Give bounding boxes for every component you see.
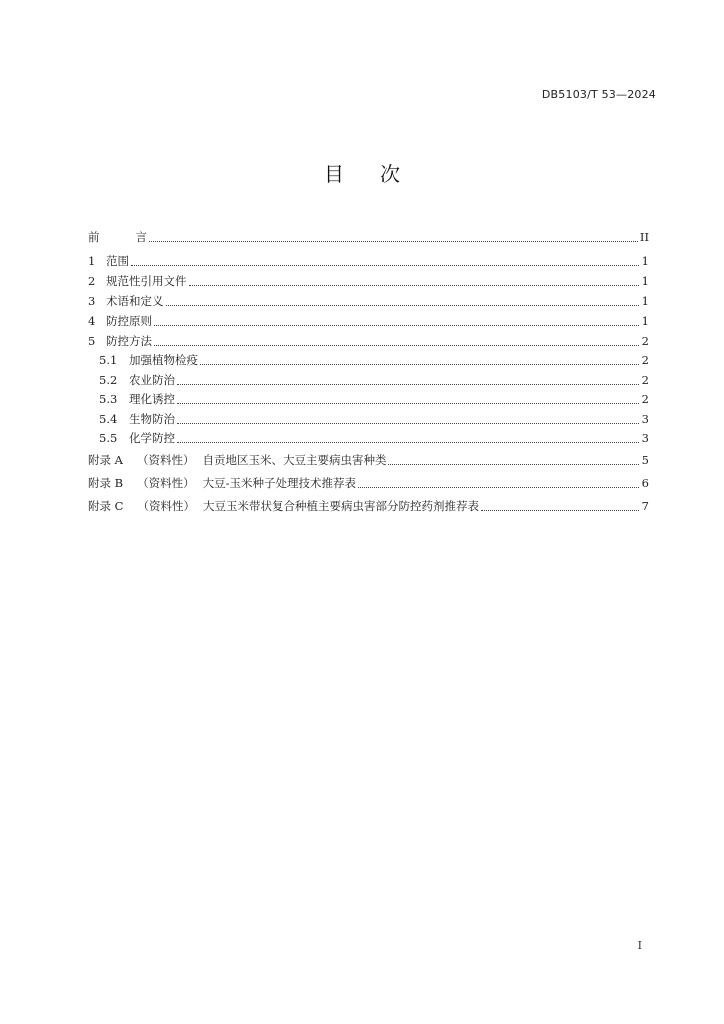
toc-entry-number: 3 [88, 294, 96, 308]
dot-leader [177, 442, 639, 443]
dot-leader [200, 364, 639, 365]
toc-entry-subsection[interactable] [88, 371, 649, 391]
dot-leader [388, 464, 639, 465]
page-title [0, 158, 724, 187]
toc-entry-preface[interactable] [88, 227, 649, 247]
toc-entry-number: 4 [88, 314, 96, 328]
toc-entry-subsection[interactable] [88, 390, 649, 410]
toc-entry-page: 1 [641, 274, 649, 288]
toc-entry-annex[interactable] [88, 472, 649, 495]
annex-tag: 附录 C [88, 498, 124, 513]
toc-entry-page: 1 [641, 254, 649, 268]
annex-type: （资料性） [137, 475, 195, 490]
toc-entry-annex[interactable] [88, 495, 649, 518]
dot-leader [481, 510, 639, 511]
toc-entry-number: 1 [88, 254, 96, 268]
dot-leader [177, 423, 639, 424]
toc-entry-subsection[interactable] [88, 351, 649, 371]
toc-entry-page: 5 [641, 452, 649, 467]
toc-entry-label: 生物防治 [129, 411, 175, 426]
dot-leader [149, 241, 638, 242]
toc-entry-page: 3 [641, 431, 649, 445]
toc-entry-subsection[interactable] [88, 429, 649, 449]
dot-leader [177, 403, 639, 404]
dot-leader [166, 305, 640, 306]
dot-leader [154, 325, 639, 326]
toc-entry-page: 2 [641, 392, 649, 406]
toc-entry-label: 大豆-玉米种子处理技术推荐表 [202, 475, 356, 490]
annex-tag: 附录 B [88, 475, 124, 490]
toc-entry-page: 2 [641, 353, 649, 367]
toc-entry-section[interactable] [88, 311, 649, 331]
toc-entry-section[interactable] [88, 271, 649, 291]
table-of-contents [88, 227, 649, 518]
toc-entry-subsection[interactable] [88, 410, 649, 430]
toc-entry-number: 5 [88, 334, 96, 348]
toc-entry-number: 2 [88, 274, 96, 288]
annex-type: （资料性） [137, 498, 195, 513]
toc-entry-label: 前 言 [88, 230, 147, 244]
toc-entry-page: 1 [641, 294, 649, 308]
annex-type: （资料性） [136, 452, 195, 467]
toc-entry-section[interactable] [88, 291, 649, 311]
annex-tag: 附录 A [88, 452, 123, 467]
toc-entry-annex[interactable] [88, 449, 649, 472]
toc-entry-section[interactable] [88, 251, 649, 271]
toc-entry-label: 大豆玉米带状复合种植主要病虫害部分防控药剂推荐表 [202, 498, 479, 513]
toc-entry-label: 农业防治 [129, 372, 175, 387]
toc-entry-page: 7 [641, 498, 649, 513]
page-number: I [637, 939, 642, 952]
toc-entry-label: 术语和定义 [106, 294, 164, 308]
toc-entry-section[interactable] [88, 331, 649, 351]
dot-leader [358, 487, 639, 488]
toc-entry-number: 5.4 [99, 411, 118, 426]
toc-entry-label: 范围 [106, 254, 129, 268]
toc-entry-number: 5.5 [99, 431, 118, 445]
toc-entry-label: 自贡地区玉米、大豆主要病虫害种类 [202, 452, 387, 467]
title-char-2: 次 [380, 162, 400, 186]
toc-entry-label: 规范性引用文件 [106, 274, 187, 288]
dot-leader [177, 384, 639, 385]
toc-entry-number: 5.2 [99, 372, 118, 387]
toc-entry-label: 防控原则 [106, 314, 152, 328]
dot-leader [189, 285, 640, 286]
dot-leader [131, 265, 639, 266]
toc-entry-page: 2 [641, 372, 649, 387]
toc-entry-page: II [639, 230, 649, 244]
toc-entry-page: 3 [641, 411, 649, 426]
toc-entry-number: 5.3 [99, 392, 118, 406]
toc-entry-page: 1 [641, 314, 649, 328]
title-char-1: 目 [324, 162, 344, 186]
toc-entry-label: 化学防控 [129, 431, 175, 445]
toc-entry-label: 理化诱控 [129, 392, 175, 406]
dot-leader [154, 345, 639, 346]
toc-entry-page: 2 [641, 334, 649, 348]
toc-entry-page: 6 [641, 475, 649, 490]
toc-entry-number: 5.1 [99, 353, 118, 367]
document-code: DB5103/T 53—2024 [541, 88, 656, 101]
toc-entry-label: 加强植物检疫 [129, 353, 198, 367]
toc-entry-label: 防控方法 [106, 334, 152, 348]
